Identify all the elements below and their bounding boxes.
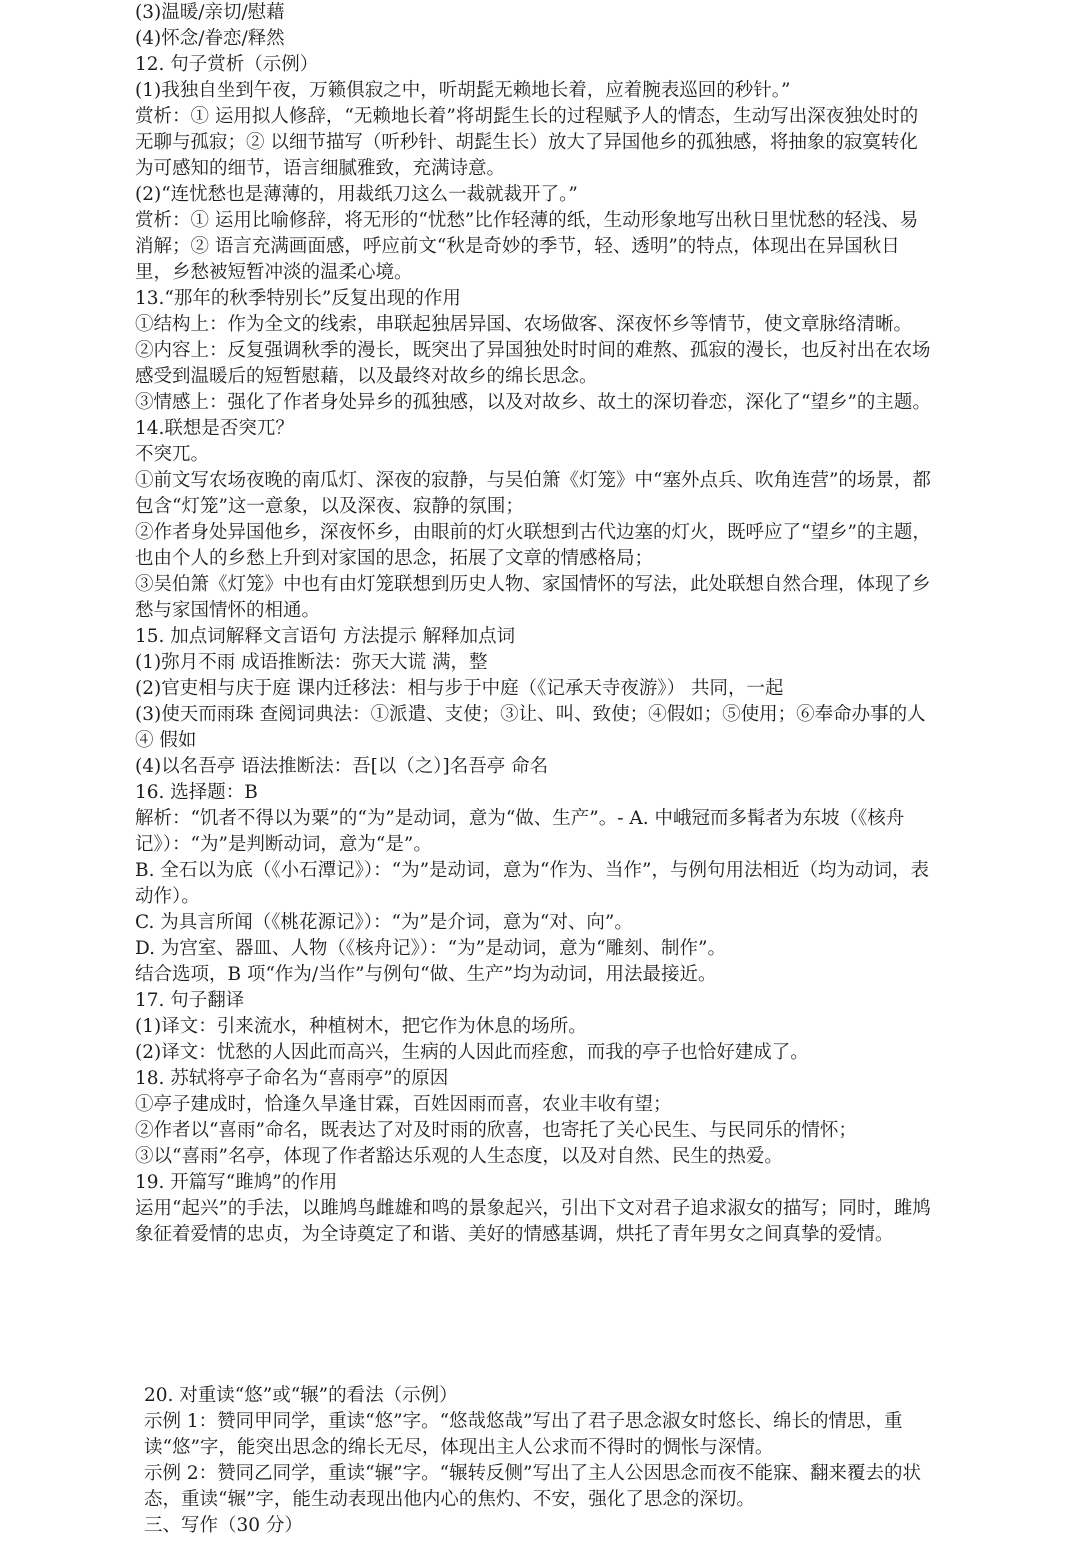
text-line: (2)“连忧愁也是薄薄的，用裁纸刀这么一裁就裁开了。”	[135, 184, 578, 205]
text-line: 赏析：① 运用比喻修辞，将无形的“忧愁”比作轻薄的纸，生动形象地写出秋日里忧愁的轻浅、易消解；② 语言充满画面感，呼应前文“秋是奇妙的季节，轻、透明”的特点，体现出在异国秋日里，乡愁被短暂冲淡的温柔心境。	[135, 210, 919, 283]
text-line: (4)怀念/眷恋/释然	[135, 28, 285, 49]
text-line: ②内容上：反复强调秋季的漫长，既突出了异国独处时时间的难熬、孤寂的漫长，也反衬出在农场感受到温暖后的短暂慰藉，以及最终对故乡的绵长思念。	[135, 340, 931, 387]
text-line: (3)温暖/亲切/慰藉	[135, 2, 285, 23]
text-line: 示例 1：赞同甲同学，重读“悠”字。“悠哉悠哉”写出了君子思念淑女时悠长、绵长的情思，重读“悠”字，能突出思念的绵长无尽，体现出主人公求而不得时的惆怅与深情。	[144, 1411, 903, 1458]
text-line: C. 为具言所闻（《桃花源记》）：“为”是介词，意为“对、向”。	[135, 912, 633, 933]
section-heading: 15. 加点词解释文言语句 方法提示 解释加点词	[135, 626, 516, 647]
text-line: ③吴伯箫《灯笼》中也有由灯笼联想到历史人物、家国情怀的写法，此处联想自然合理，体现了乡愁与家国情怀的相通。	[135, 574, 931, 621]
text-line: ②作者身处异国他乡，深夜怀乡，由眼前的灯火联想到古代边塞的灯火，既呼应了“望乡”的主题，也由个人的乡愁上升到对家国的思念，拓展了文章的情感格局；	[135, 522, 931, 569]
section-heading: 13.“那年的秋季特别长”反复出现的作用	[135, 288, 461, 309]
section-heading: 20. 对重读“悠”或“辗”的看法（示例）	[144, 1385, 458, 1406]
section-heading: 16. 选择题：B	[135, 782, 258, 803]
text-line: D. 为宫室、器皿、人物（《核舟记》）：“为”是动词，意为“雕刻、制作”。	[135, 938, 727, 959]
text-line: 示例 2：赞同乙同学，重读“辗”字。“辗转反侧”写出了主人公因思念而夜不能寐、翻来覆去的状态，重读“辗”字，能生动表现出他内心的焦灼、不安，强化了思念的深切。	[144, 1463, 921, 1510]
text-line: ③以“喜雨”名亭，体现了作者豁达乐观的人生态度，以及对自然、民生的热爱。	[135, 1146, 783, 1167]
text-line: (2)译文：忧愁的人因此而高兴，生病的人因此而痊愈，而我的亭子也恰好建成了。	[135, 1042, 809, 1063]
text-line: (3)使天而雨珠 查阅词典法：①派遣、支使；③让、叫、致使；④假如；⑤使用；⑥奉命办事的人 ④ 假如	[135, 704, 926, 751]
section-heading: 17. 句子翻译	[135, 990, 245, 1011]
text-line: 赏析：① 运用拟人修辞，“无赖地长着”将胡髭生长的过程赋予人的情态，生动写出深夜独处时的无聊与孤寂；② 以细节描写（听秒针、胡髭生长）放大了异国他乡的孤独感，将抽象的寂寞转化为可感知的细节，语言细腻雅致，充满诗意。	[135, 106, 919, 179]
text-line: ②作者以“喜雨”命名，既表达了对及时雨的欣喜，也寄托了关心民生、与民同乐的情怀；	[135, 1120, 857, 1141]
answer-text-block-bottom	[144, 1383, 934, 1539]
text-line: (2)官吏相与庆于庭 课内迁移法：相与步于中庭（《记承天寺夜游》） 共同，一起	[135, 678, 784, 699]
section-heading: 三、写作（30 分）	[144, 1515, 303, 1536]
text-line: 运用“起兴”的手法，以雎鸠鸟雌雄和鸣的景象起兴，引出下文对君子追求淑女的描写；同时，雎鸠象征着爱情的忠贞，为全诗奠定了和谐、美好的情感基调，烘托了青年男女之间真挚的爱情。	[135, 1198, 931, 1245]
text-line: 不突兀。	[135, 444, 210, 465]
text-line: 解析：“饥者不得以为粟”的“为”是动词，意为“做、生产”。- A. 中峨冠而多髯者为东坡（《核舟记》）：“为”是判断动词，意为“是”。	[135, 808, 905, 855]
text-line: ①前文写农场夜晚的南瓜灯、深夜的寂静，与吴伯箫《灯笼》中“塞外点兵、吹角连营”的场景，都包含“灯笼”这一意象，以及深夜、寂静的氛围；	[135, 470, 931, 517]
text-line: 结合选项，B 项“作为/当作”与例句“做、生产”均为动词，用法最接近。	[135, 964, 717, 985]
section-heading: 19. 开篇写“雎鸠”的作用	[135, 1172, 338, 1193]
text-line: B. 全石以为底（《小石潭记》）：“为”是动词，意为“作为、当作”，与例句用法相近（均为动词，表动作）。	[135, 860, 929, 907]
text-line: ①结构上：作为全文的线索，串联起独居异国、农场做客、深夜怀乡等情节，使文章脉络清晰。	[135, 314, 913, 335]
text-line: (1)我独自坐到午夜，万籁俱寂之中，听胡髭无赖地长着，应着腕表巡回的秒针。”	[135, 80, 791, 101]
text-line: ③情感上：强化了作者身处异乡的孤独感，以及对故乡、故土的深切眷恋，深化了“望乡”的主题。	[135, 392, 931, 413]
section-heading: 14.联想是否突兀？	[135, 418, 294, 439]
text-line: (1)译文：引来流水，种植树木，把它作为休息的场所。	[135, 1016, 587, 1037]
section-heading: 18. 苏轼将亭子命名为“喜雨亭”的原因	[135, 1068, 449, 1089]
section-heading: 12. 句子赏析（示例）	[135, 54, 319, 75]
text-line: ①亭子建成时，恰逢久旱逢甘霖，百姓因雨而喜，农业丰收有望；	[135, 1094, 672, 1115]
text-line: (1)弥月不雨 成语推断法：弥天大谎 满，整	[135, 652, 488, 673]
answer-text-block-main	[135, 0, 935, 1248]
text-line: (4)以名吾亭 语法推断法：吾[以（之）]名吾亭 命名	[135, 756, 549, 777]
